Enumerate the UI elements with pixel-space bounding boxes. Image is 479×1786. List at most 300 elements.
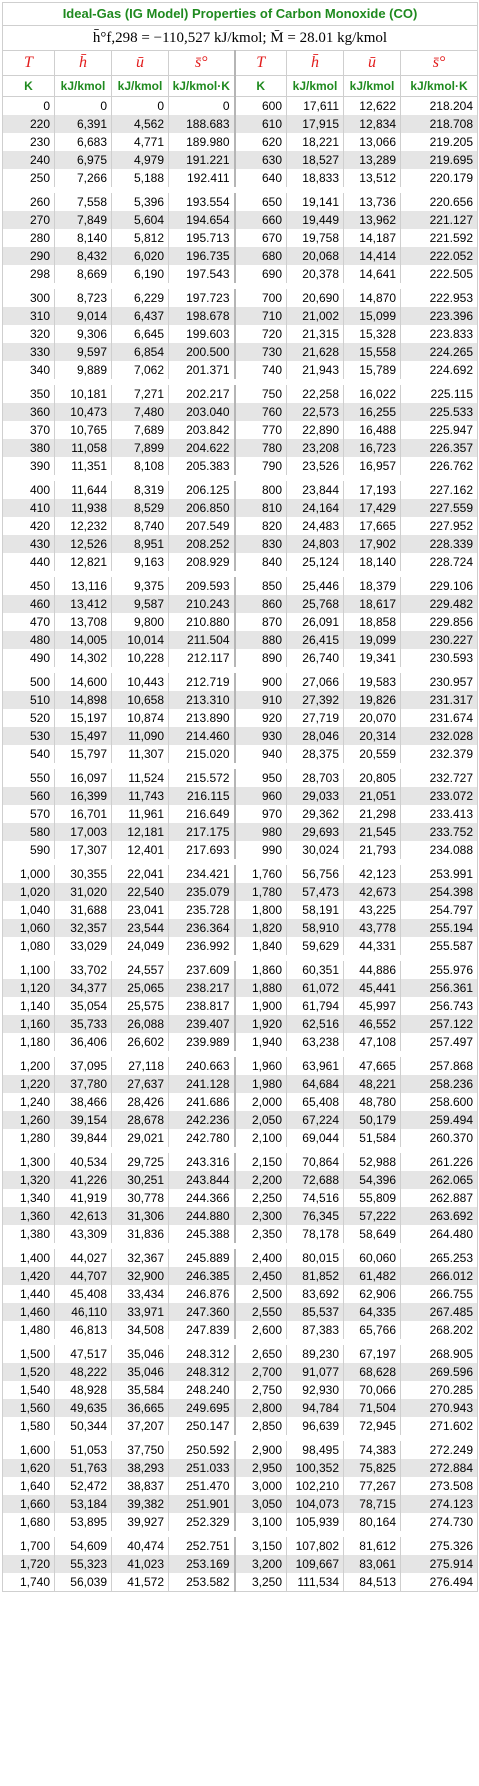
table-cell: 268.202 — [401, 1321, 478, 1339]
table-cell: 3,250 — [235, 1573, 287, 1592]
table-row — [3, 1495, 478, 1513]
table-row — [3, 517, 478, 535]
table-row — [3, 1537, 478, 1555]
unit-enthalpy-right: kJ/kmol — [287, 76, 344, 97]
table-cell: 59,629 — [287, 937, 344, 955]
table-cell: 31,836 — [112, 1225, 169, 1243]
table-cell: 44,886 — [344, 961, 401, 979]
table-row — [3, 1459, 478, 1477]
table-cell: 15,789 — [344, 361, 401, 379]
table-cell: 47,665 — [344, 1057, 401, 1075]
table-cell: 36,665 — [112, 1399, 169, 1417]
table-row — [3, 421, 478, 439]
table-cell: 53,895 — [55, 1513, 112, 1531]
table-cell: 700 — [235, 289, 287, 307]
table-cell: 1,400 — [3, 1249, 55, 1267]
table-cell: 100,352 — [287, 1459, 344, 1477]
table-cell: 16,957 — [344, 457, 401, 475]
table-cell: 760 — [235, 403, 287, 421]
table-cell: 20,314 — [344, 727, 401, 745]
table-cell: 210.880 — [169, 613, 235, 631]
table-cell: 247.839 — [169, 1321, 235, 1339]
table-cell: 226.762 — [401, 457, 478, 475]
table-cell: 1,120 — [3, 979, 55, 997]
table-row — [3, 709, 478, 727]
table-cell: 41,023 — [112, 1555, 169, 1573]
table-cell: 10,473 — [55, 403, 112, 421]
table-cell: 13,412 — [55, 595, 112, 613]
table-cell: 2,150 — [235, 1153, 287, 1171]
table-cell: 219.695 — [401, 151, 478, 169]
table-cell: 17,307 — [55, 841, 112, 859]
table-row — [3, 229, 478, 247]
table-cell: 600 — [235, 97, 287, 116]
table-cell: 500 — [3, 673, 55, 691]
table-cell: 29,362 — [287, 805, 344, 823]
table-cell: 42,673 — [344, 883, 401, 901]
table-cell: 57,222 — [344, 1207, 401, 1225]
table-row — [3, 691, 478, 709]
table-cell: 1,760 — [235, 865, 287, 883]
table-cell: 1,500 — [3, 1345, 55, 1363]
table-cell: 47,108 — [344, 1033, 401, 1051]
table-cell: 29,725 — [112, 1153, 169, 1171]
table-cell: 21,315 — [287, 325, 344, 343]
table-cell: 36,406 — [55, 1033, 112, 1051]
table-row — [3, 343, 478, 361]
table-cell: 1,200 — [3, 1057, 55, 1075]
table-cell: 203.040 — [169, 403, 235, 421]
table-cell: 242.236 — [169, 1111, 235, 1129]
table-cell: 25,124 — [287, 553, 344, 571]
table-cell: 244.366 — [169, 1189, 235, 1207]
table-cell: 81,612 — [344, 1537, 401, 1555]
table-cell: 12,622 — [344, 97, 401, 116]
table-cell: 17,429 — [344, 499, 401, 517]
table-row — [3, 1573, 478, 1592]
table-cell: 58,910 — [287, 919, 344, 937]
table-cell: 43,225 — [344, 901, 401, 919]
table-row — [3, 727, 478, 745]
table-cell: 2,800 — [235, 1399, 287, 1417]
table-cell: 14,302 — [55, 649, 112, 667]
table-cell: 34,377 — [55, 979, 112, 997]
table-cell: 15,797 — [55, 745, 112, 763]
table-row — [3, 151, 478, 169]
table-cell: 7,266 — [55, 169, 112, 187]
table-cell: 212.117 — [169, 649, 235, 667]
table-cell: 241.686 — [169, 1093, 235, 1111]
table-cell: 400 — [3, 481, 55, 499]
table-cell: 236.364 — [169, 919, 235, 937]
table-cell: 251.470 — [169, 1477, 235, 1495]
table-cell: 61,794 — [287, 997, 344, 1015]
table-cell: 28,046 — [287, 727, 344, 745]
table-cell: 2,600 — [235, 1321, 287, 1339]
table-cell: 39,927 — [112, 1513, 169, 1531]
table-cell: 45,408 — [55, 1285, 112, 1303]
table-cell: 1,480 — [3, 1321, 55, 1339]
table-cell: 30,251 — [112, 1171, 169, 1189]
table-cell: 16,022 — [344, 385, 401, 403]
table-cell: 70,864 — [287, 1153, 344, 1171]
table-cell: 272.249 — [401, 1441, 478, 1459]
table-cell: 360 — [3, 403, 55, 421]
table-cell: 18,221 — [287, 133, 344, 151]
table-cell: 19,758 — [287, 229, 344, 247]
table-cell: 19,583 — [344, 673, 401, 691]
table-cell: 23,544 — [112, 919, 169, 937]
table-cell: 70,066 — [344, 1381, 401, 1399]
table-cell: 233.413 — [401, 805, 478, 823]
table-cell: 234.088 — [401, 841, 478, 859]
table-cell: 225.533 — [401, 403, 478, 421]
table-cell: 13,289 — [344, 151, 401, 169]
table-cell: 17,902 — [344, 535, 401, 553]
table-cell: 20,070 — [344, 709, 401, 727]
table-cell: 12,181 — [112, 823, 169, 841]
table-cell: 5,188 — [112, 169, 169, 187]
table-cell: 790 — [235, 457, 287, 475]
table-cell: 35,054 — [55, 997, 112, 1015]
table-cell: 1,560 — [3, 1399, 55, 1417]
table-cell: 8,432 — [55, 247, 112, 265]
table-cell: 650 — [235, 193, 287, 211]
table-cell: 227.952 — [401, 517, 478, 535]
table-cell: 244.880 — [169, 1207, 235, 1225]
table-cell: 9,375 — [112, 577, 169, 595]
table-cell: 24,049 — [112, 937, 169, 955]
table-cell: 239.407 — [169, 1015, 235, 1033]
table-cell: 960 — [235, 787, 287, 805]
table-cell: 22,573 — [287, 403, 344, 421]
table-cell: 192.411 — [169, 169, 235, 187]
table-cell: 261.226 — [401, 1153, 478, 1171]
symbol-header-row — [3, 51, 478, 76]
table-cell: 22,890 — [287, 421, 344, 439]
table-cell: 215.572 — [169, 769, 235, 787]
table-cell: 920 — [235, 709, 287, 727]
table-cell: 56,756 — [287, 865, 344, 883]
table-cell: 195.713 — [169, 229, 235, 247]
table-cell: 194.654 — [169, 211, 235, 229]
table-row — [3, 997, 478, 1015]
table-row — [3, 1033, 478, 1051]
table-cell: 560 — [3, 787, 55, 805]
table-cell: 264.480 — [401, 1225, 478, 1243]
table-cell: 450 — [3, 577, 55, 595]
table-cell: 25,065 — [112, 979, 169, 997]
table-cell: 230.957 — [401, 673, 478, 691]
table-cell: 200.500 — [169, 343, 235, 361]
table-cell: 275.914 — [401, 1555, 478, 1573]
table-cell: 12,232 — [55, 517, 112, 535]
table-row — [3, 613, 478, 631]
table-cell: 197.723 — [169, 289, 235, 307]
table-row — [3, 1093, 478, 1111]
table-cell: 350 — [3, 385, 55, 403]
table-cell: 19,341 — [344, 649, 401, 667]
table-cell: 27,637 — [112, 1075, 169, 1093]
table-cell: 254.797 — [401, 901, 478, 919]
table-cell: 2,100 — [235, 1129, 287, 1147]
table-cell: 10,658 — [112, 691, 169, 709]
table-cell: 2,350 — [235, 1225, 287, 1243]
table-cell: 10,874 — [112, 709, 169, 727]
table-row — [3, 1057, 478, 1075]
table-cell: 9,306 — [55, 325, 112, 343]
table-cell: 44,027 — [55, 1249, 112, 1267]
table-cell: 81,852 — [287, 1267, 344, 1285]
table-cell: 7,689 — [112, 421, 169, 439]
table-cell: 2,750 — [235, 1381, 287, 1399]
table-cell: 233.072 — [401, 787, 478, 805]
table-cell: 78,715 — [344, 1495, 401, 1513]
table-cell: 1,840 — [235, 937, 287, 955]
table-cell: 9,597 — [55, 343, 112, 361]
table-cell: 680 — [235, 247, 287, 265]
table-cell: 220.656 — [401, 193, 478, 211]
table-cell: 1,360 — [3, 1207, 55, 1225]
table-cell: 64,335 — [344, 1303, 401, 1321]
table-cell: 224.692 — [401, 361, 478, 379]
table-cell: 20,068 — [287, 247, 344, 265]
table-row — [3, 457, 478, 475]
unit-enthalpy-left: kJ/kmol — [55, 76, 112, 97]
table-cell: 208.929 — [169, 553, 235, 571]
table-cell: 810 — [235, 499, 287, 517]
table-cell: 3,150 — [235, 1537, 287, 1555]
table-cell: 84,513 — [344, 1573, 401, 1592]
table-cell: 31,020 — [55, 883, 112, 901]
table-cell: 18,140 — [344, 553, 401, 571]
table-cell: 191.221 — [169, 151, 235, 169]
table-cell: 1,240 — [3, 1093, 55, 1111]
table-cell: 8,529 — [112, 499, 169, 517]
table-cell: 9,889 — [55, 361, 112, 379]
table-cell: 1,960 — [235, 1057, 287, 1075]
table-cell: 56,039 — [55, 1573, 112, 1592]
table-row — [3, 1321, 478, 1339]
table-cell: 9,163 — [112, 553, 169, 571]
table-cell: 10,228 — [112, 649, 169, 667]
table-cell: 229.106 — [401, 577, 478, 595]
table-cell: 266.755 — [401, 1285, 478, 1303]
table-cell: 10,765 — [55, 421, 112, 439]
table-cell: 2,700 — [235, 1363, 287, 1381]
table-cell: 1,680 — [3, 1513, 55, 1531]
table-row — [3, 553, 478, 571]
table-cell: 276.494 — [401, 1573, 478, 1592]
table-cell: 44,707 — [55, 1267, 112, 1285]
table-row — [3, 481, 478, 499]
unit-internal-energy-left: kJ/kmol — [112, 76, 169, 97]
table-cell: 230 — [3, 133, 55, 151]
table-cell: 26,415 — [287, 631, 344, 649]
table-cell: 33,029 — [55, 937, 112, 955]
table-cell: 1,340 — [3, 1189, 55, 1207]
table-cell: 0 — [169, 97, 235, 116]
table-cell: 214.460 — [169, 727, 235, 745]
table-cell: 6,683 — [55, 133, 112, 151]
table-cell: 274.123 — [401, 1495, 478, 1513]
table-cell: 62,906 — [344, 1285, 401, 1303]
table-cell: 2,950 — [235, 1459, 287, 1477]
table-cell: 24,803 — [287, 535, 344, 553]
table-cell: 83,061 — [344, 1555, 401, 1573]
table-cell: 65,408 — [287, 1093, 344, 1111]
table-cell: 230.227 — [401, 631, 478, 649]
table-row — [3, 535, 478, 553]
table-row — [3, 1513, 478, 1531]
table-cell: 204.622 — [169, 439, 235, 457]
table-cell: 198.678 — [169, 307, 235, 325]
table-cell: 111,534 — [287, 1573, 344, 1592]
table-row — [3, 1153, 478, 1171]
table-cell: 22,540 — [112, 883, 169, 901]
table-row — [3, 193, 478, 211]
table-cell: 69,044 — [287, 1129, 344, 1147]
table-cell: 1,140 — [3, 997, 55, 1015]
table-cell: 330 — [3, 343, 55, 361]
table-cell: 8,723 — [55, 289, 112, 307]
table-cell: 77,267 — [344, 1477, 401, 1495]
table-cell: 62,516 — [287, 1015, 344, 1033]
table-cell: 42,123 — [344, 865, 401, 883]
table-cell: 14,870 — [344, 289, 401, 307]
table-row — [3, 247, 478, 265]
table-row — [3, 937, 478, 955]
table-cell: 258.236 — [401, 1075, 478, 1093]
table-cell: 20,559 — [344, 745, 401, 763]
table-cell: 232.727 — [401, 769, 478, 787]
table-cell: 38,466 — [55, 1093, 112, 1111]
table-cell: 226.357 — [401, 439, 478, 457]
table-cell: 11,743 — [112, 787, 169, 805]
table-cell: 253.582 — [169, 1573, 235, 1592]
table-row — [3, 1285, 478, 1303]
table-cell: 212.719 — [169, 673, 235, 691]
table-row — [3, 577, 478, 595]
table-cell: 13,962 — [344, 211, 401, 229]
table-row — [3, 1207, 478, 1225]
table-cell: 47,517 — [55, 1345, 112, 1363]
table-cell: 216.115 — [169, 787, 235, 805]
table-cell: 46,110 — [55, 1303, 112, 1321]
table-cell: 78,178 — [287, 1225, 344, 1243]
table-cell: 8,140 — [55, 229, 112, 247]
table-cell: 9,014 — [55, 307, 112, 325]
table-cell: 219.205 — [401, 133, 478, 151]
table-cell: 52,472 — [55, 1477, 112, 1495]
table-cell: 16,723 — [344, 439, 401, 457]
table-cell: 35,046 — [112, 1345, 169, 1363]
table-cell: 28,678 — [112, 1111, 169, 1129]
table-cell: 61,482 — [344, 1267, 401, 1285]
table-row — [3, 883, 478, 901]
table-cell: 63,238 — [287, 1033, 344, 1051]
table-cell: 17,193 — [344, 481, 401, 499]
table-cell: 12,401 — [112, 841, 169, 859]
table-cell: 10,181 — [55, 385, 112, 403]
table-cell: 216.649 — [169, 805, 235, 823]
table-cell: 11,961 — [112, 805, 169, 823]
table-cell: 1,940 — [235, 1033, 287, 1051]
table-row — [3, 901, 478, 919]
table-cell: 1,080 — [3, 937, 55, 955]
table-cell: 230.593 — [401, 649, 478, 667]
table-cell: 249.695 — [169, 1399, 235, 1417]
table-row — [3, 97, 478, 116]
table-cell: 25,768 — [287, 595, 344, 613]
table-cell: 30,355 — [55, 865, 112, 883]
table-cell: 49,635 — [55, 1399, 112, 1417]
table-cell: 6,190 — [112, 265, 169, 283]
table-cell: 239.989 — [169, 1033, 235, 1051]
table-cell: 245.388 — [169, 1225, 235, 1243]
table-cell: 92,930 — [287, 1381, 344, 1399]
table-cell: 48,221 — [344, 1075, 401, 1093]
table-row — [3, 115, 478, 133]
table-cell: 7,849 — [55, 211, 112, 229]
header-enthalpy-right: h̄ — [287, 51, 344, 76]
table-cell: 240.663 — [169, 1057, 235, 1075]
table-cell: 57,473 — [287, 883, 344, 901]
table-cell: 3,050 — [235, 1495, 287, 1513]
table-row — [3, 1345, 478, 1363]
table-cell: 255.976 — [401, 961, 478, 979]
table-cell: 60,060 — [344, 1249, 401, 1267]
table-cell: 15,497 — [55, 727, 112, 745]
table-cell: 217.693 — [169, 841, 235, 859]
table-row — [3, 841, 478, 859]
table-cell: 208.252 — [169, 535, 235, 553]
table-cell: 11,090 — [112, 727, 169, 745]
table-cell: 1,260 — [3, 1111, 55, 1129]
table-cell: 102,210 — [287, 1477, 344, 1495]
table-row — [3, 1075, 478, 1093]
table-cell: 231.317 — [401, 691, 478, 709]
table-cell: 24,557 — [112, 961, 169, 979]
table-cell: 225.947 — [401, 421, 478, 439]
table-row — [3, 787, 478, 805]
table-cell: 16,488 — [344, 421, 401, 439]
table-cell: 250.147 — [169, 1417, 235, 1435]
table-cell: 41,572 — [112, 1573, 169, 1592]
table-cell: 8,951 — [112, 535, 169, 553]
table-cell: 210.243 — [169, 595, 235, 613]
table-cell: 237.609 — [169, 961, 235, 979]
table-cell: 242.780 — [169, 1129, 235, 1147]
header-entropy-left: s̄° — [169, 51, 235, 76]
table-cell: 550 — [3, 769, 55, 787]
table-cell: 223.396 — [401, 307, 478, 325]
unit-internal-energy-right: kJ/kmol — [344, 76, 401, 97]
table-cell: 60,351 — [287, 961, 344, 979]
table-cell: 27,392 — [287, 691, 344, 709]
table-cell: 12,834 — [344, 115, 401, 133]
table-cell: 14,414 — [344, 247, 401, 265]
table-cell: 11,307 — [112, 745, 169, 763]
table-cell: 222.953 — [401, 289, 478, 307]
table-cell: 232.028 — [401, 727, 478, 745]
table-row — [3, 823, 478, 841]
table-cell: 23,041 — [112, 901, 169, 919]
table-cell: 28,703 — [287, 769, 344, 787]
table-cell: 12,526 — [55, 535, 112, 553]
header-internal-energy-left: ū — [112, 51, 169, 76]
table-cell: 22,041 — [112, 865, 169, 883]
